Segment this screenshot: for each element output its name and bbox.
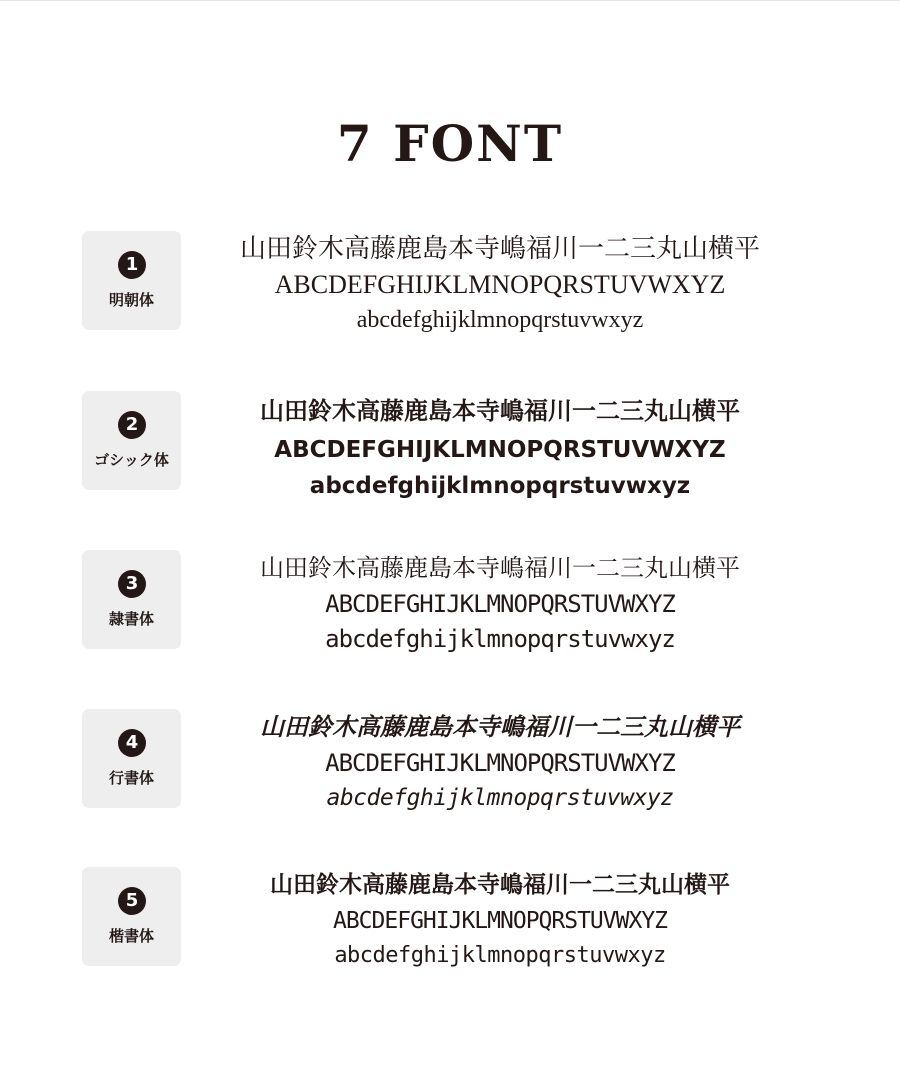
font-option-kaisho [0,867,900,997]
number-circle-icon: 1 [118,251,146,279]
font-name: ゴシック体 [94,451,169,469]
font-samples [182,550,818,656]
font-option-mincho [0,231,900,361]
top-divider [0,0,900,1]
lowercase-sample: abcdefghijklmnopqrstuvwxyz [334,943,666,968]
uppercase-sample: ABCDEFGHIJKLMNOPQRSTUVWXYZ [274,270,726,299]
lowercase-sample: abcdefghijklmnopqrstuvwxyz [356,307,644,333]
number-circle-icon: 4 [118,729,146,757]
uppercase-sample: ABCDEFGHIJKLMNOPQRSTUVWXYZ [325,749,675,777]
font-badge [82,709,181,808]
kanji-sample: 山田鈴木高藤鹿島本寺嶋福川一二三丸山横平 [239,234,760,264]
number-circle-icon: 5 [118,887,146,915]
uppercase-sample: ABCDEFGHIJKLMNOPQRSTUVWXYZ [274,437,726,463]
font-samples [182,709,818,815]
number-circle-icon: 3 [118,570,146,598]
font-samples [182,867,818,973]
kanji-sample: 山田鈴木高藤鹿島本寺嶋福川一二三丸山横平 [260,397,740,425]
lowercase-sample: abcdefghijklmnopqrstuvwxyz [326,785,674,811]
font-option-gothic [0,391,900,521]
lowercase-sample: abcdefghijklmnopqrstuvwxyz [309,473,691,499]
uppercase-sample: ABCDEFGHIJKLMNOPQRSTUVWXYZ [332,908,668,934]
font-name: 隷書体 [108,610,154,628]
number-circle-icon: 2 [118,411,146,439]
font-samples [182,391,818,503]
font-name: 明朝体 [108,291,154,309]
kanji-sample: 山田鈴木高藤鹿島本寺嶋福川一二三丸山横平 [270,871,730,898]
font-samples [182,231,818,337]
font-option-reisho [0,550,900,680]
font-badge [82,550,181,649]
font-badge [82,231,181,330]
font-name: 行書体 [108,769,154,787]
page-title: 7 FONT [336,114,564,173]
lowercase-sample: abcdefghijklmnopqrstuvwxyz [325,625,675,653]
font-option-gyosho [0,709,900,839]
uppercase-sample: ABCDEFGHIJKLMNOPQRSTUVWXYZ [325,590,675,618]
font-name: 楷書体 [108,927,154,945]
font-badge [82,867,181,966]
font-badge [82,391,181,490]
kanji-sample: 山田鈴木高藤鹿島本寺嶋福川一二三丸山横平 [260,712,740,741]
kanji-sample: 山田鈴木高藤鹿島本寺嶋福川一二三丸山横平 [260,554,740,582]
